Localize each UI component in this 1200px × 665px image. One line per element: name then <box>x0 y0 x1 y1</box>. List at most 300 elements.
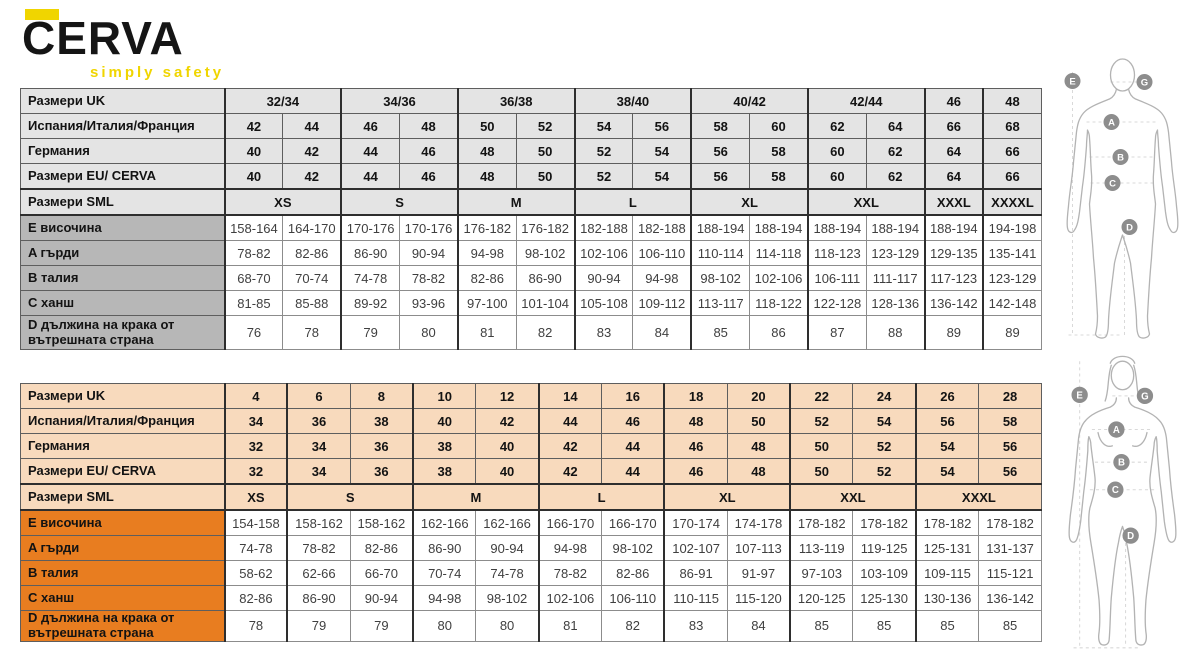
size-cell: 52 <box>516 114 574 139</box>
size-cell: 34 <box>287 434 350 459</box>
measurement-cell: 90-94 <box>575 266 633 291</box>
measurement-cell: 117-123 <box>925 266 983 291</box>
measurement-row <box>21 266 1042 291</box>
measurement-cell: 81 <box>458 316 516 350</box>
size-cell: 56 <box>691 164 749 190</box>
female-figure-diagram <box>1050 351 1195 657</box>
size-cell: XS <box>225 189 342 215</box>
size-cell: 42 <box>225 114 283 139</box>
measurement-row <box>21 561 1042 586</box>
header-row <box>21 189 1042 215</box>
size-cell: 36/38 <box>458 89 575 114</box>
measurement-cell: 91-97 <box>727 561 790 586</box>
measurement-cell: 158-162 <box>287 510 350 536</box>
measurement-cell: 66-70 <box>350 561 413 586</box>
measurement-cell: 113-119 <box>790 536 853 561</box>
size-cell: 4 <box>225 384 288 409</box>
size-cell: 38 <box>413 459 476 485</box>
measurement-cell: 164-170 <box>283 215 341 241</box>
size-cell: 28 <box>979 384 1042 409</box>
size-cell: M <box>413 484 539 510</box>
size-cell: 48 <box>727 434 790 459</box>
size-cell: 64 <box>866 114 924 139</box>
size-cell: 44 <box>602 459 665 485</box>
size-cell: 52 <box>575 139 633 164</box>
measurement-cell: 176-182 <box>458 215 516 241</box>
measurement-cell: 154-158 <box>225 510 288 536</box>
size-cell: 24 <box>853 384 916 409</box>
measurement-cell: 130-136 <box>916 586 979 611</box>
measurement-cell: 115-121 <box>979 561 1042 586</box>
measure-badge-letter: C <box>1111 485 1119 497</box>
size-cell: 48 <box>400 114 458 139</box>
measurement-cell: 84 <box>727 611 790 642</box>
row-label: Размери SML <box>21 189 225 215</box>
size-cell: 60 <box>808 139 866 164</box>
header-row <box>21 384 1042 409</box>
measurement-cell: 94-98 <box>633 266 691 291</box>
size-cell: 8 <box>350 384 413 409</box>
measurement-row <box>21 536 1042 561</box>
measurement-cell: 78-82 <box>400 266 458 291</box>
size-cell: 10 <box>413 384 476 409</box>
size-cell: 34 <box>225 409 288 434</box>
size-cell: 56 <box>979 459 1042 485</box>
row-label: C ханш <box>21 291 225 316</box>
measurement-row <box>21 611 1042 642</box>
measurement-cell: 188-194 <box>691 215 749 241</box>
size-cell: 46 <box>602 409 665 434</box>
measurement-cell: 78-82 <box>225 241 283 266</box>
measurement-cell: 111-117 <box>866 266 924 291</box>
row-label: E височина <box>21 215 225 241</box>
measurement-row <box>21 316 1042 350</box>
size-cell: 50 <box>790 434 853 459</box>
measurement-cell: 194-198 <box>983 215 1042 241</box>
measurement-cell: 118-122 <box>750 291 808 316</box>
size-cell: S <box>287 484 413 510</box>
measurement-cell: 82-86 <box>283 241 341 266</box>
size-cell: XXXXL <box>983 189 1042 215</box>
measurement-cell: 158-162 <box>350 510 413 536</box>
measurement-cell: 136-142 <box>925 291 983 316</box>
size-cell: 60 <box>750 114 808 139</box>
size-cell: 58 <box>979 409 1042 434</box>
size-cell: 54 <box>916 459 979 485</box>
size-cell: 46 <box>400 164 458 190</box>
size-cell: 52 <box>790 409 853 434</box>
size-cell: 56 <box>633 114 691 139</box>
cerva-logo <box>22 6 282 81</box>
measurement-cell: 109-115 <box>916 561 979 586</box>
size-cell: XXXL <box>925 189 983 215</box>
size-cell: 48 <box>664 409 727 434</box>
measurement-cell: 120-125 <box>790 586 853 611</box>
size-cell: 42/44 <box>808 89 925 114</box>
measurement-cell: 85 <box>853 611 916 642</box>
row-label: Германия <box>21 434 225 459</box>
measurement-cell: 98-102 <box>516 241 574 266</box>
measurement-cell: 89 <box>925 316 983 350</box>
measurement-cell: 76 <box>225 316 283 350</box>
measurement-cell: 70-74 <box>413 561 476 586</box>
measurement-cell: 97-103 <box>790 561 853 586</box>
size-cell: 66 <box>983 164 1042 190</box>
measurement-cell: 90-94 <box>350 586 413 611</box>
measurement-cell: 78 <box>283 316 341 350</box>
row-label: B талия <box>21 266 225 291</box>
size-cell: 44 <box>341 139 399 164</box>
header-row <box>21 164 1042 190</box>
size-cell: 54 <box>633 139 691 164</box>
measure-badge-letter: E <box>1076 390 1083 402</box>
row-label: E височина <box>21 510 225 536</box>
size-cell: 36 <box>350 459 413 485</box>
measurement-cell: 87 <box>808 316 866 350</box>
measurement-cell: 81-85 <box>225 291 283 316</box>
size-cell: 68 <box>983 114 1042 139</box>
measurement-cell: 93-96 <box>400 291 458 316</box>
measurement-cell: 86 <box>750 316 808 350</box>
measurement-cell: 110-115 <box>664 586 727 611</box>
row-label: Германия <box>21 139 225 164</box>
measure-badge-letter: A <box>1112 425 1120 437</box>
row-label: A гърди <box>21 536 225 561</box>
measurement-cell: 102-107 <box>664 536 727 561</box>
size-cell: 56 <box>979 434 1042 459</box>
size-cell: 42 <box>283 164 341 190</box>
size-cell: 62 <box>866 164 924 190</box>
size-cell: 18 <box>664 384 727 409</box>
measurement-cell: 98-102 <box>691 266 749 291</box>
measurement-cell: 85-88 <box>283 291 341 316</box>
size-cell: S <box>341 189 458 215</box>
size-cell: 58 <box>750 164 808 190</box>
measurement-cell: 89-92 <box>341 291 399 316</box>
size-cell: 50 <box>790 459 853 485</box>
size-cell: XXL <box>808 189 925 215</box>
measurement-cell: 102-106 <box>539 586 602 611</box>
row-label: A гърди <box>21 241 225 266</box>
measure-badge-letter: A <box>1108 117 1115 129</box>
measure-badge-letter: E <box>1069 76 1076 88</box>
measurement-cell: 106-111 <box>808 266 866 291</box>
size-cell: 26 <box>916 384 979 409</box>
measurement-cell: 98-102 <box>476 586 539 611</box>
size-cell: XL <box>691 189 808 215</box>
row-label: D дължина на крака от вътрешната страна <box>21 611 225 642</box>
measurement-cell: 85 <box>916 611 979 642</box>
measurement-cell: 170-176 <box>341 215 399 241</box>
measurement-cell: 170-174 <box>664 510 727 536</box>
measurement-cell: 80 <box>476 611 539 642</box>
men-size-table <box>20 88 1042 350</box>
size-cell: XL <box>664 484 790 510</box>
measurement-cell: 85 <box>790 611 853 642</box>
size-cell: 66 <box>925 114 983 139</box>
measurement-cell: 158-164 <box>225 215 283 241</box>
measurement-row <box>21 510 1042 536</box>
measurement-cell: 88 <box>866 316 924 350</box>
header-row <box>21 459 1042 485</box>
measurement-cell: 176-182 <box>516 215 574 241</box>
measurement-cell: 85 <box>691 316 749 350</box>
header-row <box>21 89 1042 114</box>
measurement-cell: 123-129 <box>866 241 924 266</box>
size-cell: 44 <box>602 434 665 459</box>
measurement-cell: 82-86 <box>350 536 413 561</box>
measurement-cell: 83 <box>575 316 633 350</box>
measurement-cell: 94-98 <box>413 586 476 611</box>
header-row <box>21 484 1042 510</box>
header-row <box>21 434 1042 459</box>
measurement-cell: 90-94 <box>400 241 458 266</box>
measurement-cell: 162-166 <box>476 510 539 536</box>
measurement-cell: 85 <box>979 611 1042 642</box>
measurement-cell: 83 <box>664 611 727 642</box>
size-cell: 50 <box>516 164 574 190</box>
size-cell: 14 <box>539 384 602 409</box>
measurement-cell: 142-148 <box>983 291 1042 316</box>
measurement-cell: 107-113 <box>727 536 790 561</box>
measurement-cell: 78-82 <box>287 536 350 561</box>
measurement-cell: 82 <box>516 316 574 350</box>
size-cell: 48 <box>458 164 516 190</box>
measurement-cell: 97-100 <box>458 291 516 316</box>
size-cell: 22 <box>790 384 853 409</box>
size-cell: 52 <box>853 434 916 459</box>
measurement-cell: 170-176 <box>400 215 458 241</box>
size-cell: 6 <box>287 384 350 409</box>
size-cell: 62 <box>808 114 866 139</box>
size-cell: 36 <box>287 409 350 434</box>
size-cell: 58 <box>750 139 808 164</box>
measure-badge-letter: B <box>1117 457 1125 469</box>
logo-brand-text: CERVA <box>22 12 184 64</box>
measure-badge-letter: G <box>1140 77 1149 89</box>
row-label: Испания/Италия/Франция <box>21 114 225 139</box>
measurement-cell: 79 <box>341 316 399 350</box>
measurement-cell: 78-82 <box>539 561 602 586</box>
measurement-cell: 86-91 <box>664 561 727 586</box>
size-cell: L <box>539 484 665 510</box>
measurement-cell: 98-102 <box>602 536 665 561</box>
size-cell: 44 <box>539 409 602 434</box>
measurement-cell: 94-98 <box>458 241 516 266</box>
measurement-row <box>21 586 1042 611</box>
measurement-cell: 182-188 <box>633 215 691 241</box>
header-row <box>21 409 1042 434</box>
measurement-cell: 166-170 <box>602 510 665 536</box>
measurement-cell: 102-106 <box>575 241 633 266</box>
measurement-cell: 68-70 <box>225 266 283 291</box>
measurement-cell: 94-98 <box>539 536 602 561</box>
measure-badge-letter: D <box>1127 531 1135 543</box>
female-measure-badges <box>1072 387 1154 544</box>
size-cell: 50 <box>458 114 516 139</box>
size-cell: 40 <box>225 139 283 164</box>
measurement-cell: 125-131 <box>916 536 979 561</box>
size-cell: 40/42 <box>691 89 808 114</box>
measurement-cell: 188-194 <box>750 215 808 241</box>
measurement-cell: 78 <box>225 611 288 642</box>
size-cell: 20 <box>727 384 790 409</box>
measurement-cell: 129-135 <box>925 241 983 266</box>
measurement-cell: 188-194 <box>925 215 983 241</box>
size-cell: 38 <box>350 409 413 434</box>
row-label: Размери EU/ CERVA <box>21 164 225 190</box>
measurement-cell: 79 <box>350 611 413 642</box>
measurement-cell: 182-188 <box>575 215 633 241</box>
size-cell: 34 <box>287 459 350 485</box>
row-label: Испания/Италия/Франция <box>21 409 225 434</box>
size-cell: 48 <box>727 459 790 485</box>
measurement-cell: 74-78 <box>476 561 539 586</box>
women-size-table <box>20 383 1042 642</box>
measure-badge-letter: C <box>1109 178 1116 190</box>
size-cell: 52 <box>853 459 916 485</box>
size-cell: 40 <box>476 459 539 485</box>
measure-badge-letter: B <box>1117 152 1124 164</box>
measurement-cell: 114-118 <box>750 241 808 266</box>
female-silhouette-icon <box>1050 351 1195 657</box>
row-label: B талия <box>21 561 225 586</box>
male-measure-badges <box>1065 73 1153 235</box>
measurement-cell: 122-128 <box>808 291 866 316</box>
size-cell: 40 <box>476 434 539 459</box>
measurement-cell: 74-78 <box>225 536 288 561</box>
size-cell: 42 <box>476 409 539 434</box>
logo-tagline: simply safety <box>90 64 225 81</box>
measurement-cell: 81 <box>539 611 602 642</box>
measurement-row <box>21 215 1042 241</box>
measurement-cell: 84 <box>633 316 691 350</box>
measurement-cell: 178-182 <box>979 510 1042 536</box>
measurement-cell: 123-129 <box>983 266 1042 291</box>
size-cell: 12 <box>476 384 539 409</box>
size-cell: 46 <box>664 459 727 485</box>
measurement-cell: 166-170 <box>539 510 602 536</box>
measurement-cell: 106-110 <box>602 586 665 611</box>
size-cell: 46 <box>925 89 983 114</box>
measurement-cell: 70-74 <box>283 266 341 291</box>
measurement-cell: 115-120 <box>727 586 790 611</box>
measurement-cell: 86-90 <box>287 586 350 611</box>
measurement-cell: 162-166 <box>413 510 476 536</box>
measurement-cell: 101-104 <box>516 291 574 316</box>
row-label: Размери UK <box>21 384 225 409</box>
measurement-cell: 128-136 <box>866 291 924 316</box>
measurement-row <box>21 241 1042 266</box>
measurement-cell: 80 <box>400 316 458 350</box>
size-cell: 46 <box>400 139 458 164</box>
size-cell: 44 <box>341 164 399 190</box>
measurement-cell: 118-123 <box>808 241 866 266</box>
measurement-cell: 188-194 <box>866 215 924 241</box>
size-cell: 34/36 <box>341 89 458 114</box>
row-label: Размери EU/ CERVA <box>21 459 225 485</box>
size-cell: 50 <box>727 409 790 434</box>
size-cell: 44 <box>283 114 341 139</box>
measurement-cell: 74-78 <box>341 266 399 291</box>
size-cell: 32 <box>225 459 288 485</box>
size-cell: 64 <box>925 139 983 164</box>
size-cell: 42 <box>539 434 602 459</box>
size-cell: 64 <box>925 164 983 190</box>
measurement-cell: 113-117 <box>691 291 749 316</box>
male-figure-diagram <box>1050 58 1195 348</box>
size-cell: XXXL <box>916 484 1042 510</box>
size-cell: 38 <box>413 434 476 459</box>
measurement-cell: 79 <box>287 611 350 642</box>
size-cell: 46 <box>664 434 727 459</box>
measurement-cell: 178-182 <box>853 510 916 536</box>
size-cell: 38/40 <box>575 89 692 114</box>
measurement-cell: 105-108 <box>575 291 633 316</box>
measurement-cell: 86-90 <box>516 266 574 291</box>
size-cell: 56 <box>691 139 749 164</box>
measurement-cell: 178-182 <box>790 510 853 536</box>
size-cell: 54 <box>916 434 979 459</box>
measurement-cell: 82 <box>602 611 665 642</box>
measurement-cell: 89 <box>983 316 1042 350</box>
measure-badge-letter: G <box>1141 391 1149 403</box>
size-cell: 36 <box>350 434 413 459</box>
size-cell: 40 <box>413 409 476 434</box>
size-cell: 54 <box>575 114 633 139</box>
size-cell: 48 <box>458 139 516 164</box>
measurement-cell: 82-86 <box>458 266 516 291</box>
measurement-cell: 188-194 <box>808 215 866 241</box>
size-cell: 42 <box>539 459 602 485</box>
size-cell: 52 <box>575 164 633 190</box>
size-cell: 60 <box>808 164 866 190</box>
measurement-cell: 80 <box>413 611 476 642</box>
size-cell: 66 <box>983 139 1042 164</box>
size-cell: 32 <box>225 434 288 459</box>
measurement-cell: 109-112 <box>633 291 691 316</box>
measurement-cell: 106-110 <box>633 241 691 266</box>
measurement-cell: 119-125 <box>853 536 916 561</box>
male-silhouette-icon <box>1050 58 1195 348</box>
measurement-cell: 174-178 <box>727 510 790 536</box>
measurement-cell: 90-94 <box>476 536 539 561</box>
size-cell: 54 <box>853 409 916 434</box>
size-cell: XXL <box>790 484 916 510</box>
size-cell: 50 <box>516 139 574 164</box>
measurement-cell: 86-90 <box>341 241 399 266</box>
size-cell: 32/34 <box>225 89 342 114</box>
measurement-cell: 58-62 <box>225 561 288 586</box>
measurement-cell: 86-90 <box>413 536 476 561</box>
size-cell: 40 <box>225 164 283 190</box>
measurement-cell: 102-106 <box>750 266 808 291</box>
size-cell: XS <box>225 484 288 510</box>
measure-badge-letter: D <box>1126 222 1133 234</box>
measurement-cell: 178-182 <box>916 510 979 536</box>
measurement-cell: 103-109 <box>853 561 916 586</box>
size-cell: 62 <box>866 139 924 164</box>
measurement-cell: 135-141 <box>983 241 1042 266</box>
size-cell: 54 <box>633 164 691 190</box>
row-label: D дължина на крака от вътрешната страна <box>21 316 225 350</box>
header-row <box>21 114 1042 139</box>
measurement-cell: 82-86 <box>602 561 665 586</box>
row-label: Размери UK <box>21 89 225 114</box>
size-cell: 56 <box>916 409 979 434</box>
size-cell: M <box>458 189 575 215</box>
size-cell: 48 <box>983 89 1042 114</box>
